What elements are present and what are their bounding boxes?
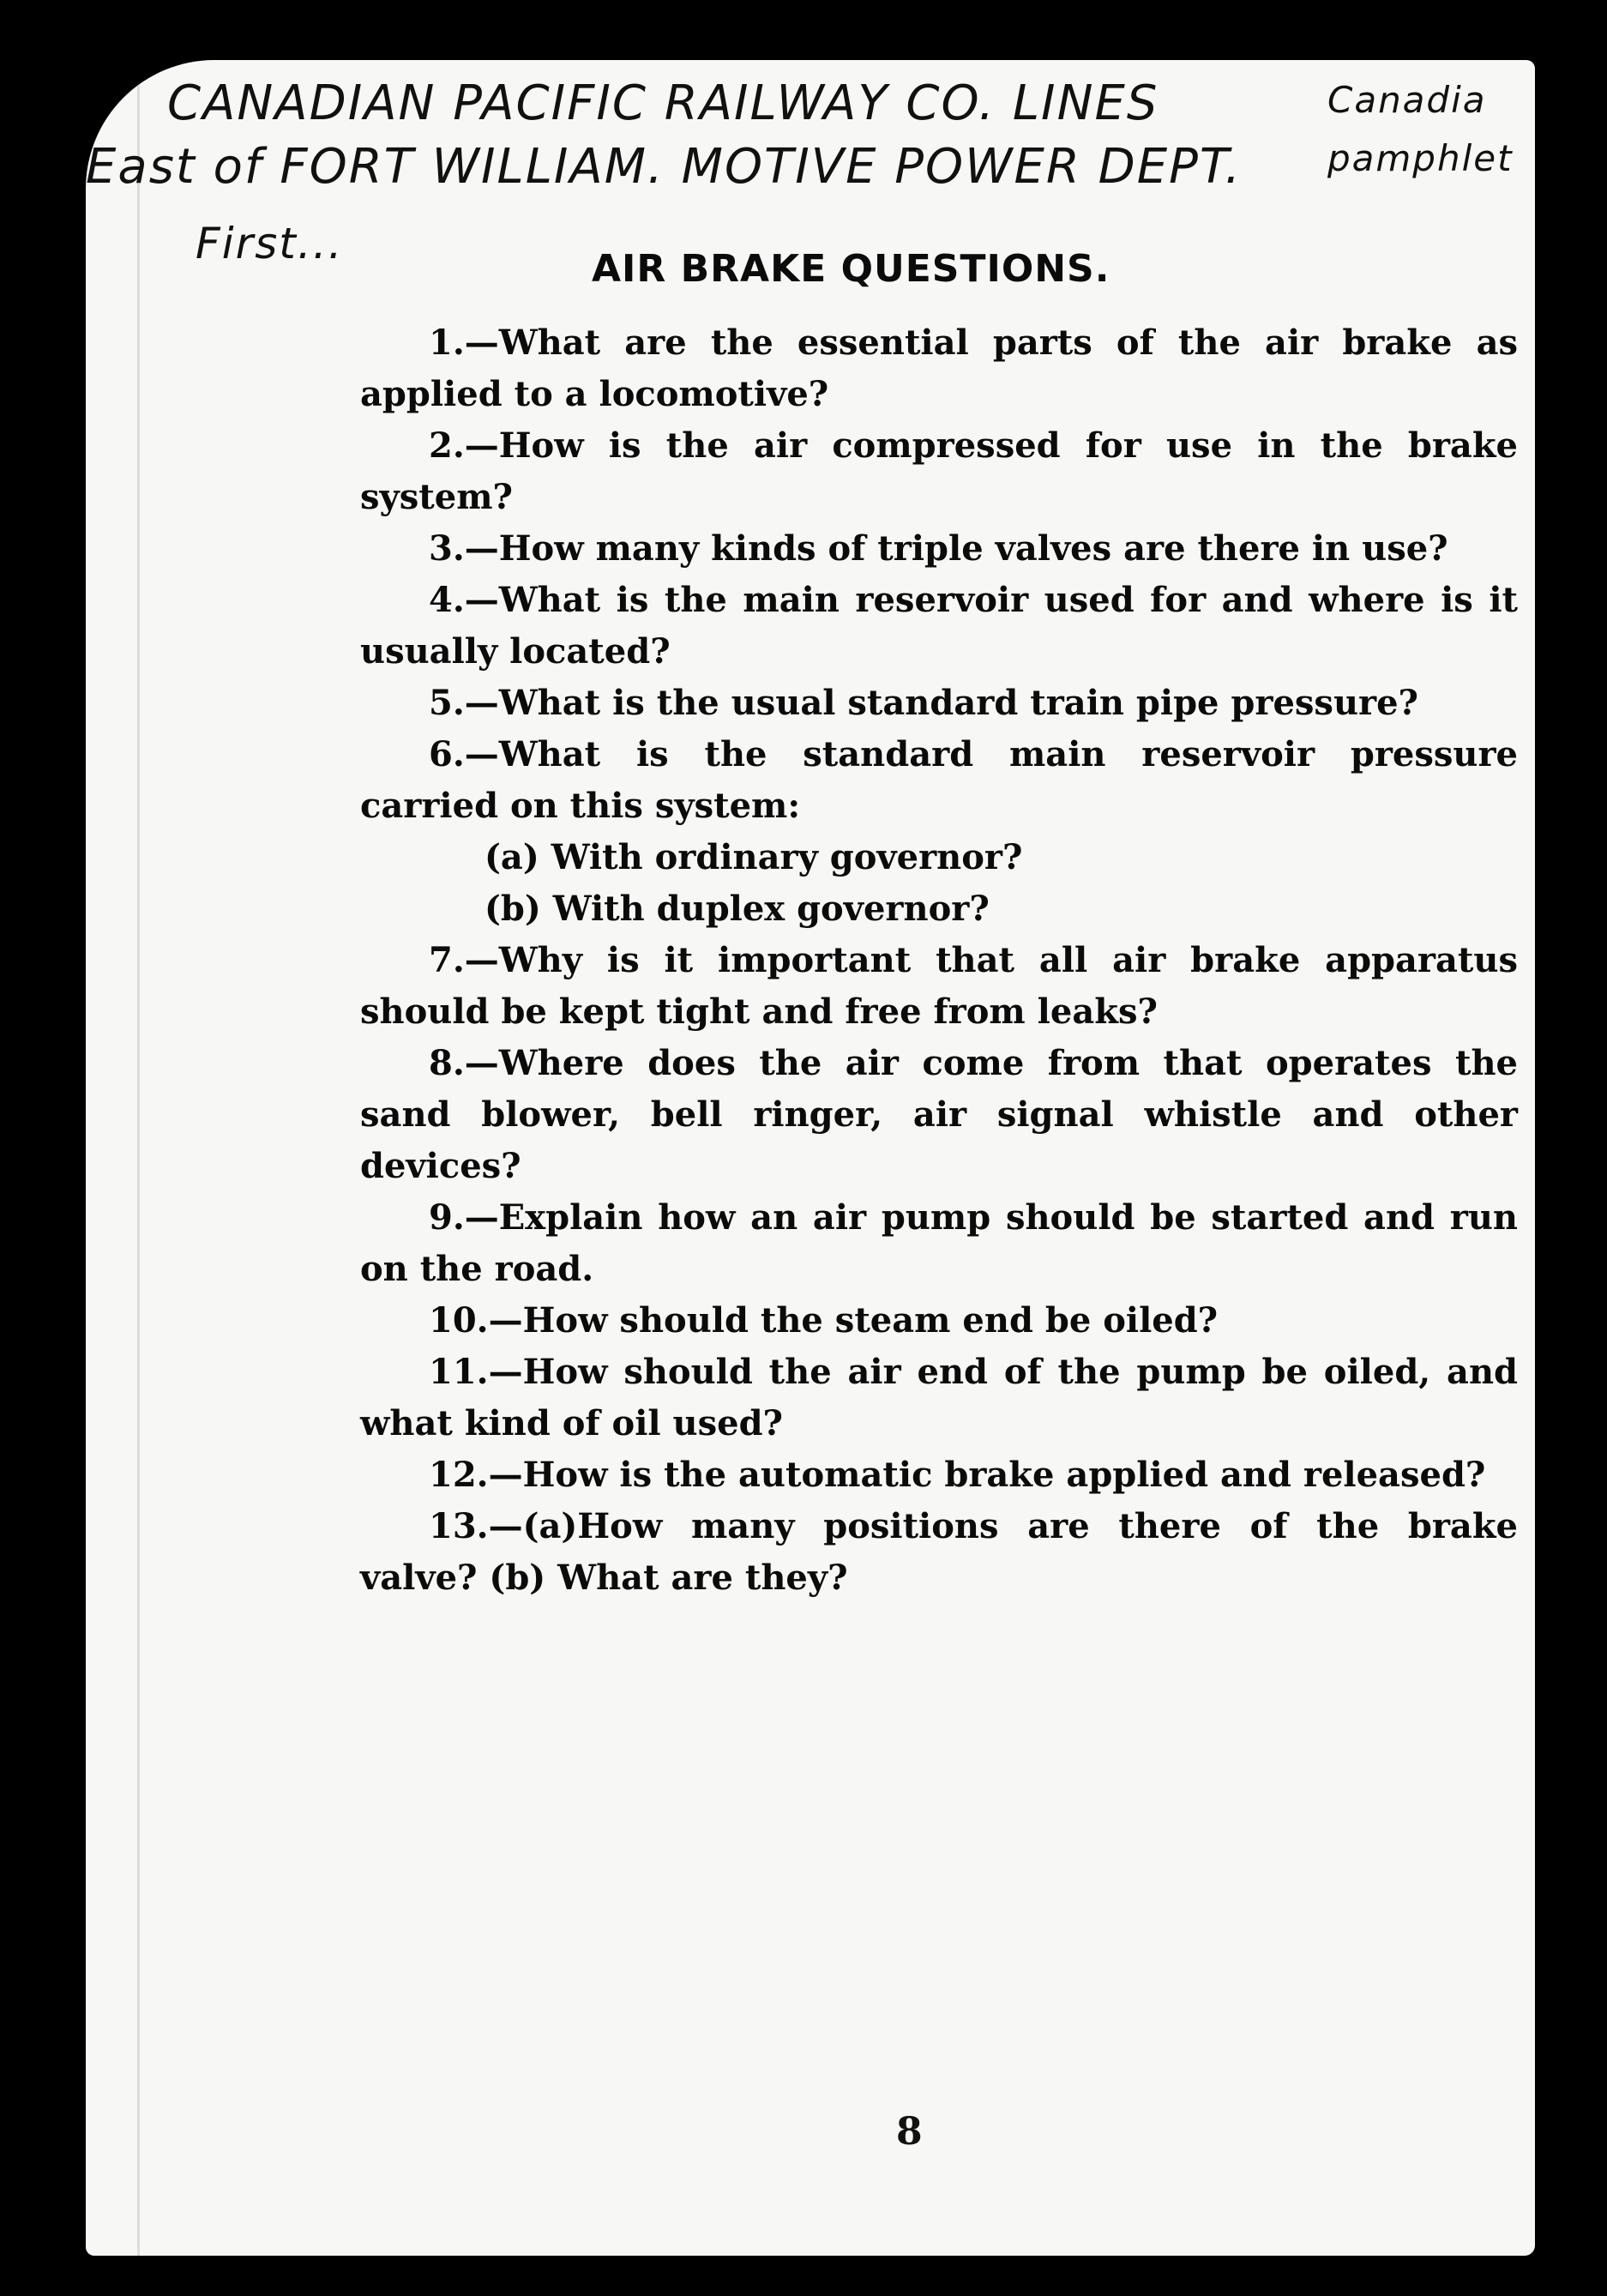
page-number: 8 [896, 2110, 923, 2154]
handwritten-first-note: First... [196, 219, 344, 268]
page-fold-line [137, 60, 140, 2256]
question-5: 5.—What is the usual standard train pipe pressure? [429, 683, 1418, 723]
question-9: 9.—Explain how an air pump should be started and run on the road. [360, 1197, 1518, 1289]
handwritten-department-line: East of FORT WILLIAM. MOTIVE POWER DEPT. [86, 139, 1243, 195]
question-10: 10.—How should the steam end be oiled? [429, 1300, 1219, 1341]
question-3: 3.—How many kinds of triple valves are there in use? [429, 528, 1448, 569]
question-12: 12.—How is the automatic brake applied and released? [429, 1455, 1486, 1495]
question-6: 6.—What is the standard main reservoir pressure carried on this system: [360, 734, 1518, 826]
handwritten-company-line: CANADIAN PACIFIC RAILWAY CO. LINES [167, 75, 1159, 131]
question-13: 13.—(a)How many positions are there of the brake valve? (b) What are they? [360, 1506, 1518, 1598]
question-7: 7.—Why is it important that all air brake apparatus should be kept tight and free from leaks? [360, 940, 1518, 1032]
question-6b: (b) With duplex governor? [485, 889, 990, 929]
question-list [360, 317, 1518, 1604]
question-11: 11.—How should the air end of the pump be oiled, and what kind of oil used? [360, 1352, 1518, 1443]
question-6a: (a) With ordinary governor? [485, 837, 1023, 877]
question-4: 4.—What is the main reservoir used for and where is it usually located? [360, 580, 1518, 672]
question-8: 8.—Where does the air come from that operates the sand blower, bell ringer, air signal whistle and other devices? [360, 1043, 1518, 1186]
question-2: 2.—How is the air compressed for use in the brake system? [360, 425, 1518, 517]
document-page [86, 60, 1535, 2256]
question-1: 1.—What are the essential parts of the air brake as applied to a locomotive? [360, 322, 1518, 414]
page-heading: AIR BRAKE QUESTIONS. [592, 247, 1110, 291]
handwritten-margin-note-2: pamphlet [1327, 137, 1514, 179]
handwritten-margin-note-1: Canadia [1327, 79, 1487, 121]
